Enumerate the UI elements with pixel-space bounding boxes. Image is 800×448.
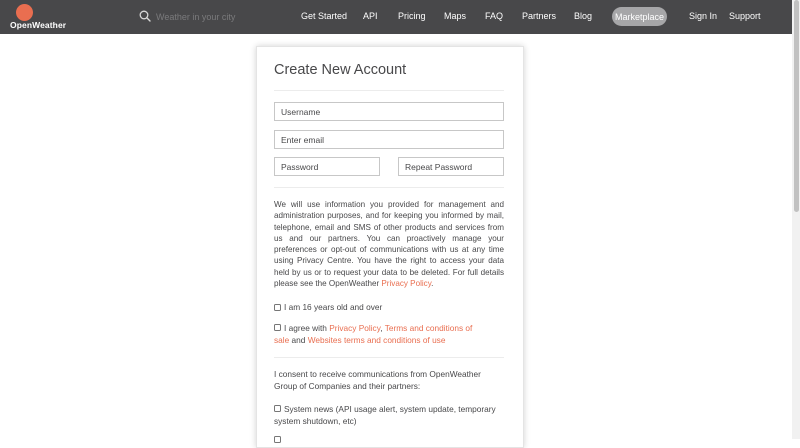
page-title: Create New Account: [274, 62, 407, 78]
nav-blog[interactable]: Blog: [574, 11, 593, 21]
nav-get-started[interactable]: Get Started: [301, 11, 348, 21]
system-news-label: [274, 404, 504, 427]
repeat-password-field[interactable]: [398, 157, 504, 176]
privacy-notice: [274, 199, 504, 289]
username-field[interactable]: [274, 102, 504, 121]
nav-faq[interactable]: FAQ: [485, 11, 504, 21]
nav-marketplace-label: Marketplace: [614, 12, 665, 22]
nav-pricing[interactable]: Pricing: [398, 11, 426, 21]
nav-marketplace[interactable]: [612, 7, 667, 26]
age-checkbox-label: I am 16 years old and over: [284, 302, 383, 312]
nav-partners[interactable]: Partners: [522, 11, 557, 21]
agree-checkbox-label: [274, 323, 474, 346]
nav-support[interactable]: Support: [729, 11, 761, 21]
password-field[interactable]: [274, 157, 380, 176]
terms-of-sale-link[interactable]: Terms and conditions of sale: [274, 323, 473, 345]
system-news-text: System news (API usage alert, system update, temporary system shutdown, etc): [274, 404, 496, 426]
title-divider: [274, 90, 504, 91]
agree-and: and: [289, 334, 308, 345]
agree-comma: ,: [380, 323, 383, 333]
logo-sun-icon: [16, 4, 33, 21]
nav-sign-in[interactable]: Sign In: [689, 11, 718, 21]
page-scrollbar-thumb[interactable]: [794, 0, 799, 212]
age-checkbox[interactable]: [274, 304, 281, 311]
next-consent-checkbox[interactable]: [274, 436, 281, 443]
search-icon[interactable]: [139, 10, 151, 22]
nav-api[interactable]: API: [363, 11, 378, 21]
privacy-policy-link[interactable]: Privacy Policy: [381, 279, 432, 289]
websites-terms-link[interactable]: Websites terms and conditions of use: [307, 334, 446, 345]
consent-divider: [274, 357, 504, 358]
privacy-notice-text: We will use information you provided for management and administration purposes, and for keeping you informed by mail, telephone, email and SMS of other products and services from us and our partners. You can proactively manage your preferences or opt-out of communications with us at any time using Privacy Centre. You have the right to access your data held by us or to request your data to be deleted. For full details please see the OpenWeather: [274, 200, 504, 289]
fields-divider: [274, 187, 504, 188]
top-navbar: [0, 0, 792, 34]
openweather-logo[interactable]: [8, 4, 68, 32]
agree-privacy-link[interactable]: Privacy Policy: [329, 323, 381, 333]
agree-prefix: I agree with: [284, 323, 330, 333]
search-input[interactable]: [156, 8, 286, 25]
logo-text: OpenWeather: [10, 20, 67, 30]
nav-maps[interactable]: Maps: [444, 11, 467, 21]
privacy-notice-end: .: [431, 279, 434, 289]
consent-text: I consent to receive communications from OpenWeather Group of Companies and their partners:: [274, 369, 481, 391]
email-field[interactable]: [274, 130, 504, 149]
